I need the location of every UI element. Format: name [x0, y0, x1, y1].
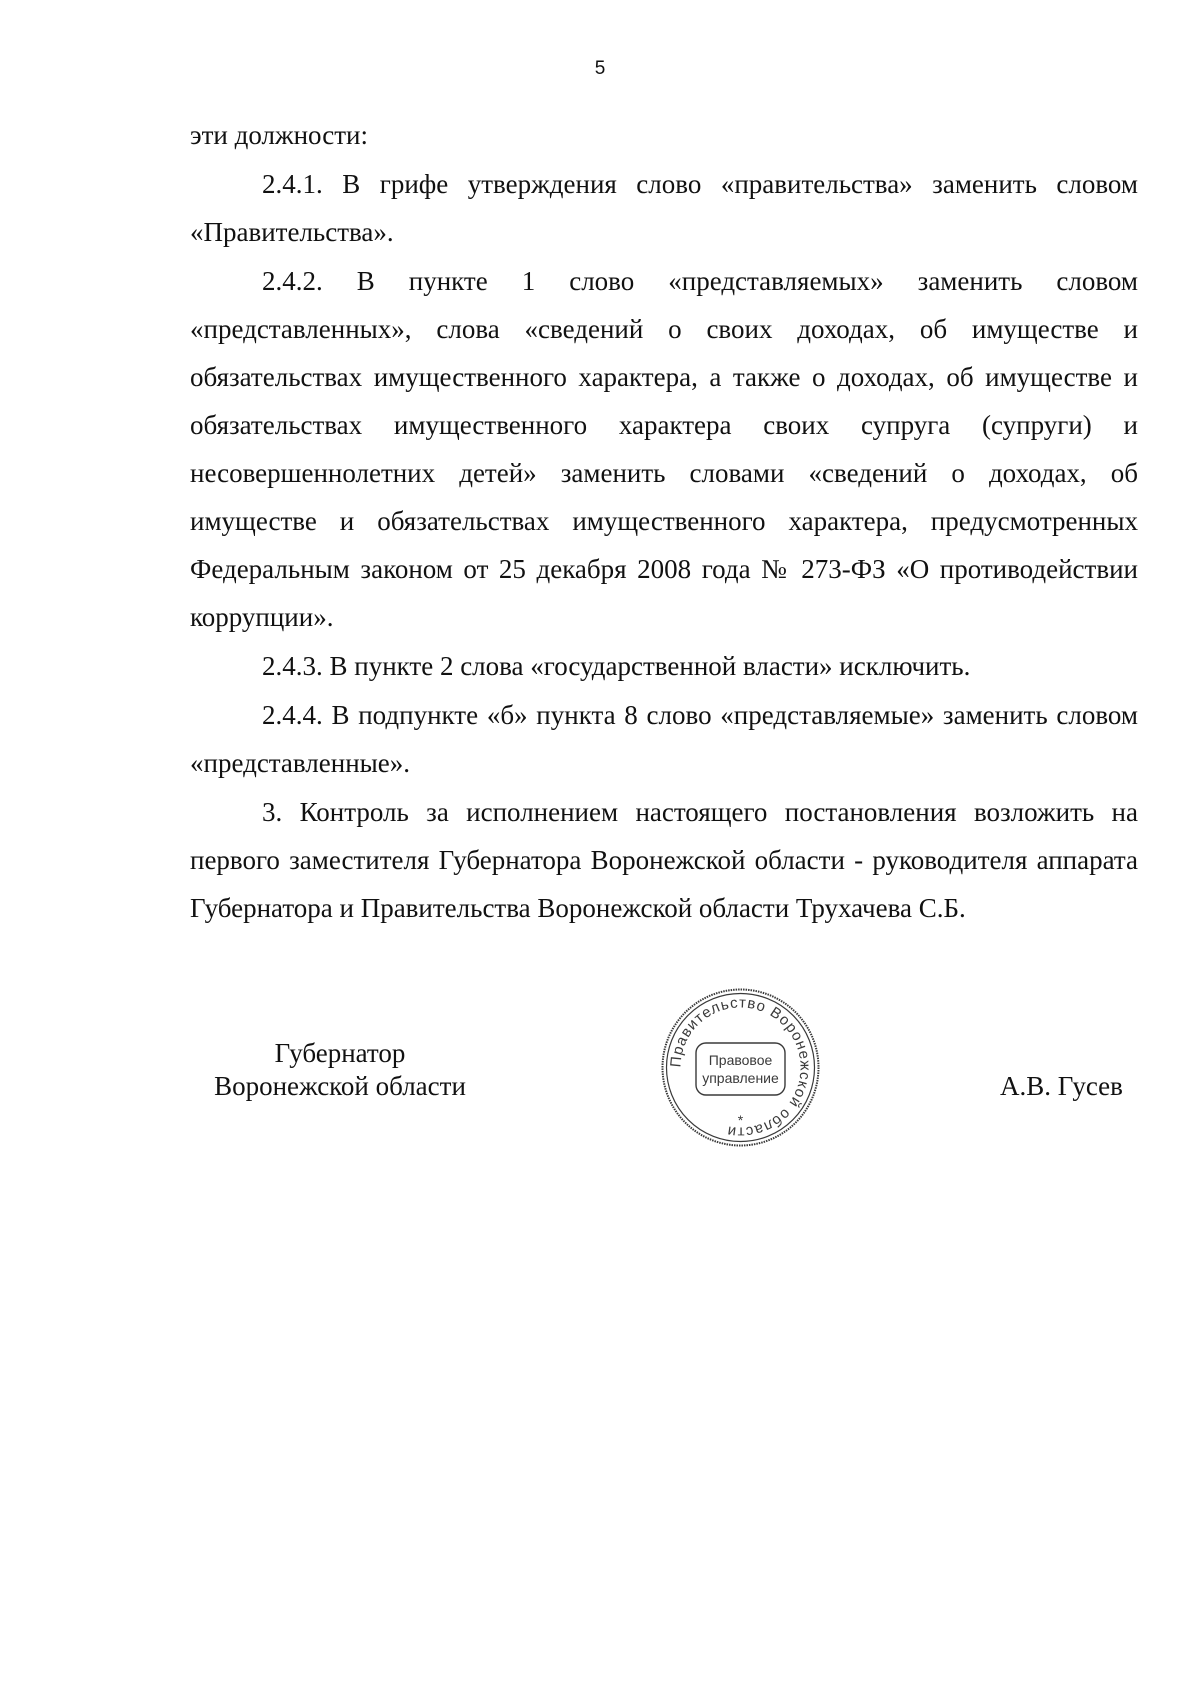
stamp-outer-text: Правительство Воронежской области	[667, 994, 814, 1141]
document-body	[190, 111, 1138, 932]
official-stamp	[658, 985, 823, 1150]
paragraph-3: 3. Контроль за исполнением настоящего постановления возложить на первого заместителя Губернатора Воронежской области - руководителя аппарата Губернатора и Правительства Воронежской области Трухачева С.Б.	[190, 797, 1138, 923]
paragraph-2-4-2: 2.4.2. В пункте 1 слово «представляемых» заменить словом «представленных», слова «сведений о своих доходах, об имуществе и обязательствах имущественного характера, а также о доходах, об имуществе и обязательствах имущественного характера своих супруга (супруги) и несовершеннолетних детей» заменить словами «сведений о доходах, об имуществе и обязательствах имущественного характера, предусмотренных Федеральным законом от 25 декабря 2008 года № 273-ФЗ «О противодействии коррупции».	[190, 266, 1138, 632]
signer-position-line1: Губернатор	[274, 1038, 406, 1068]
signer-position	[190, 1037, 490, 1103]
stamp-center-line1: Правовое	[708, 1052, 773, 1068]
stamp-star: *	[737, 1112, 744, 1128]
stamp-center-line2: управление	[702, 1070, 779, 1086]
paragraph-2-4-1: 2.4.1. В грифе утверждения слово «правительства» заменить словом «Правительства».	[190, 169, 1138, 247]
signer-position-line2: Воронежской области	[214, 1071, 466, 1101]
page-number: 5	[594, 58, 606, 79]
paragraph-2-4-3: 2.4.3. В пункте 2 слова «государственной власти» исключить.	[262, 651, 971, 681]
paragraph-intro: эти должности:	[190, 120, 368, 150]
paragraph-2-4-4: 2.4.4. В подпункте «б» пункта 8 слово «представляемые» заменить словом «представленные».	[190, 700, 1138, 778]
signer-name: А.В. Гусев	[1000, 1071, 1123, 1101]
